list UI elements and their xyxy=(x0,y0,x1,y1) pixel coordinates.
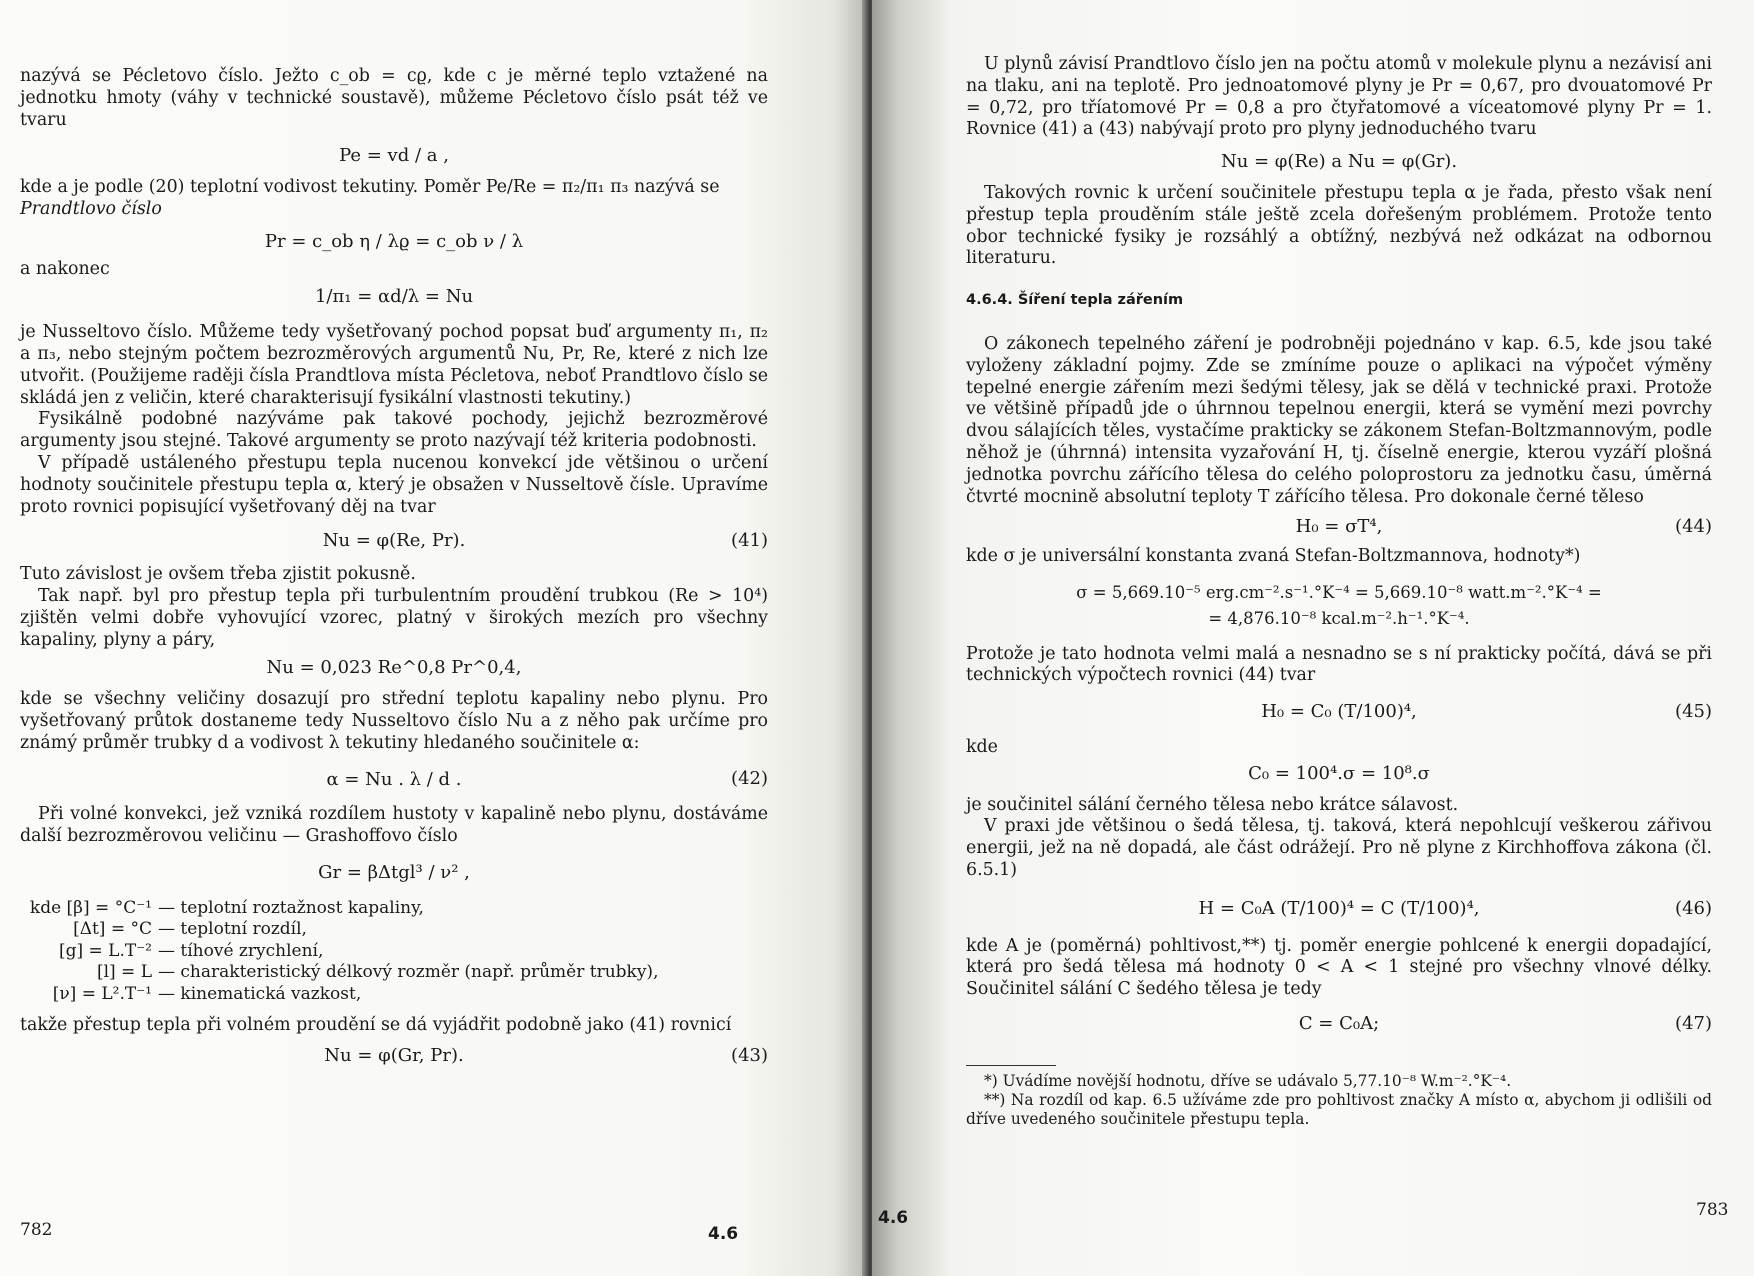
equation-42-number: (42) xyxy=(731,768,768,790)
def-symbol-l: [l] = L xyxy=(96,962,152,983)
footnote-1: *) Uvádíme novější hodnotu, dříve se udávalo 5,77.10⁻⁸ W.m⁻².°K⁻⁴. xyxy=(984,1071,1512,1090)
equation-46 xyxy=(966,898,1712,920)
left-paragraph-10: takže přestup tepla při volném proudění se dá vyjádřit podobně jako (41) rovnicí xyxy=(20,1015,732,1036)
right-paragraph-1: U plynů závisí Prandtlovo číslo jen na počtu atomů v molekule plynu a nezávisí ani na tlaku, ani na teplotě. Pro jednoatomové plyny je Pr = 0,67, pro dvouatomové Pr = 0,72, pro tříatomové Pr = 0,8 a pro čtyřatomové a víceatomové plyny Pr = 1. Rovnice (41) a (43) nabývají proto pro plyny jednoduchého tvaru xyxy=(966,54,1712,140)
equation-44-number: (44) xyxy=(1675,516,1712,538)
def-desc-nu: — kinematická vazkost, xyxy=(158,983,362,1004)
right-page-number: 783 xyxy=(1696,1200,1729,1220)
equation-43-number: (43) xyxy=(731,1044,768,1066)
equation-sigma-line2: = 4,876.10⁻⁸ kcal.m⁻².h⁻¹.°K⁻⁴. xyxy=(1208,608,1470,628)
equation-43-body: Nu = φ(Gr, Pr). xyxy=(324,1045,464,1066)
equation-44 xyxy=(966,516,1712,538)
prandtl-term xyxy=(20,199,768,221)
right-paragraph-5: Protože je tato hodnota velmi malá a nesnadno se s ní prakticky počítá, dává se při technických výpočtech rovnici (44) tvar xyxy=(966,643,1712,686)
left-paragraph-9: Při volné konvekci, jež vzniká rozdílem hustoty v kapalině nebo plynu, dostáváme další bezrozměrovou veličinu — Grashoffovo číslo xyxy=(20,804,768,847)
equation-45-body: H₀ = C₀ (T/100)⁴, xyxy=(1261,701,1417,723)
equation-prandtl: Pr = c_ob η / λϱ = c_ob ν / λ xyxy=(264,230,524,252)
prandtl-label: Prandtlovo číslo xyxy=(20,198,162,219)
left-paragraph-6: Tuto závislost je ovšem třeba zjistit pokusně. xyxy=(20,564,416,585)
left-paragraph-1: nazývá se Pécletovo číslo. Ježto c_ob = cϱ, kde c je měrné teplo vztažené na jednotku hmoty (váhy v technické soustavě), můžeme Pécletovo číslo psát též ve tvaru xyxy=(20,66,768,130)
footnote-2: **) Na rozdíl od kap. 6.5 užíváme zde pro pohltivost značky A místo α, abychom ji odlišili od dříve uvedeného součinitele přestupu tepla. xyxy=(966,1090,1712,1128)
left-page xyxy=(0,0,868,1276)
left-paragraph-2: kde a je podle (20) teplotní vodivost tekutiny. Poměr Pe/Re = π₂/π₁ π₃ nazývá se xyxy=(20,177,720,198)
equation-46-body: H = C₀A (T/100)⁴ = C (T/100)⁴, xyxy=(1198,897,1480,919)
def-desc-g: — tíhové zrychlení, xyxy=(158,940,324,961)
right-section-tag: 4.6 xyxy=(878,1208,909,1228)
equation-nu-turbulent: Nu = 0,023 Re^0,8 Pr^0,4, xyxy=(266,657,522,679)
equation-c0: C₀ = 100⁴.σ = 10⁸.σ xyxy=(1248,762,1430,784)
definition-table xyxy=(20,898,768,1006)
equation-42-body: α = Nu . λ / d . xyxy=(326,768,462,790)
nakonec-text: a nakonec xyxy=(20,258,110,279)
right-paragraph-7: V praxi jde většinou o šedá tělesa, tj. taková, která nepohlcují veškerou zářivou energii, jež na ně dopadá, ale část odrážejí. Pro ně plyne z Kirchhoffova zákona (čl. 6.5.1) xyxy=(966,816,1712,880)
right-paragraph-2: Takových rovnic k určení součinitele přestupu tepla α je řada, přesto však není přestup tepla prouděním stále ještě zcela dořešeným problémem. Protože tento obor technické fysiky je rozsáhlý a obtížný, nezbývá než odkázat na odbornou literaturu. xyxy=(966,182,1712,269)
equation-44-body: H₀ = σT⁴, xyxy=(1295,516,1383,538)
equation-45-number: (45) xyxy=(1675,701,1712,723)
equation-47-body: C = C₀A; xyxy=(1298,1012,1380,1034)
def-symbol-g: [g] = L.T⁻² xyxy=(58,940,152,961)
def-desc-beta: — teplotní roztažnost kapaliny, xyxy=(158,897,424,918)
equation-nusselt-def: 1/π₁ = αd/λ = Nu xyxy=(314,286,474,308)
left-paragraph-8: kde se všechny veličiny dosazují pro střední teplotu kapaliny nebo plynu. Pro vyšetřovaný průtok dostaneme tedy Nusseltovo číslo Nu a z něho pak určíme pro známý průměr trubky d a vodivost λ tekutiny hledaného součinitele α: xyxy=(20,689,768,753)
footnote-rule xyxy=(966,1065,1056,1066)
left-paragraph-7: Tak např. byl pro přestup tepla při turbulentním proudění trubkou (Re > 10⁴) zjištěn velmi dobře vyhovující vzorec, platný v širokých mezích pro všechny kapaliny, plyny a páry, xyxy=(20,585,768,650)
equation-grashoff: Gr = βΔtgl³ / ν² , xyxy=(318,861,470,883)
left-section-tag: 4.6 xyxy=(708,1224,739,1244)
equation-nu-gas: Nu = φ(Re) a Nu = φ(Gr). xyxy=(1220,151,1458,173)
equation-peclet: Pe = vd / a , xyxy=(339,145,449,167)
def-symbol-dt: [Δt] = °C xyxy=(73,919,152,940)
right-paragraph-8: kde A je (poměrná) pohltivost,**) tj. poměr energie pohlcené k energii dopadající, která pro šedá tělesa má hodnoty 0 < A < 1 stejné pro všechny vlnové délky. Součinitel sálání C šedého tělesa je tedy xyxy=(966,935,1712,1000)
equation-47 xyxy=(966,1013,1712,1035)
right-paragraph-3: O zákonech tepelného záření je podrobněji pojednáno v kap. 6.5, kde jsou také vyloženy základní pojmy. Zde se zmíníme pouze o aplikaci na výpočet výměny tepelné energie zářením mezi šedými tělesy, jak se dělá v technické praxi. Protože ve většině případů jde o úhrnnou tepelnou energii, která se vymění mezi povrchy dvou sálajících těles, vystačíme prakticky se zákonem Stefan-Boltzmannovým, podle něhož je (úhrnná) intensita vyzařování H, tj. číselně energie, kterou vyzáří plošná jednotka povrchu zářícího tělesa do celého poloprostoru za jednotku času, úměrná čtvrté mocnině absolutní teploty T zářícího tělesa. Pro dokonale černé těleso xyxy=(966,333,1712,507)
equation-41 xyxy=(20,530,768,552)
equation-43 xyxy=(20,1045,768,1067)
right-paragraph-6: je součinitel sálání černého tělesa nebo krátce sálavost. xyxy=(966,794,1459,815)
left-page-text xyxy=(20,66,768,1075)
equation-45 xyxy=(966,701,1712,723)
left-paragraph-3: je Nusseltovo číslo. Můžeme tedy vyšetřovaný pochod popsat buď argumenty π₁, π₂ a π₃, nebo stejným počtem bezrozměrových argumentů Nu, Pr, Re, které z nich lze utvořit. (Použijeme raději čísla Prandtlova místa Pécletova, neboť Prandtlovo číslo se skládá jen z veličin, které charakterisují fysikální vlastnosti tekutiny.) xyxy=(20,322,768,408)
def-desc-dt: — teplotní rozdíl, xyxy=(158,919,307,940)
left-paragraph-4: Fysikálně podobné nazýváme pak takové pochody, jejichž bezrozměrové argumenty jsou stejné. Takové argumenty se proto nazývají též kriteria podobnosti. xyxy=(20,409,768,452)
section-heading: 4.6.4. Šíření tepla zářením xyxy=(966,292,1184,309)
left-paragraph-5: V případě ustáleného přestupu tepla nucenou konvekcí jde většinou o určení hodnoty součinitele přestupu tepla α, který je obsažen v Nusseltově čísle. Upravíme proto rovnici popisující vyšetřovaný děj na tvar xyxy=(20,452,768,517)
left-page-number: 782 xyxy=(20,1220,53,1240)
equation-41-number: (41) xyxy=(731,530,768,552)
equation-42 xyxy=(20,769,768,791)
equation-46-number: (46) xyxy=(1675,897,1712,919)
right-page-text xyxy=(966,54,1712,1129)
equation-47-number: (47) xyxy=(1675,1012,1712,1034)
equation-sigma-line1: σ = 5,669.10⁻⁵ erg.cm⁻².s⁻¹.°K⁻⁴ = 5,669.10⁻⁸ watt.m⁻².°K⁻⁴ = xyxy=(1076,582,1602,602)
equation-41-body: Nu = φ(Re, Pr). xyxy=(322,530,466,552)
def-symbol-nu: [ν] = L².T⁻¹ xyxy=(52,983,152,1004)
def-desc-l: — charakteristický délkový rozměr (např. průměr trubky), xyxy=(158,962,659,983)
right-page xyxy=(872,0,1754,1276)
def-symbol-beta: kde [β] = °C⁻¹ xyxy=(29,897,152,918)
kde-text: kde xyxy=(966,736,998,757)
right-paragraph-4: kde σ je universální konstanta zvaná Stefan-Boltzmannova, hodnoty*) xyxy=(966,546,1581,567)
